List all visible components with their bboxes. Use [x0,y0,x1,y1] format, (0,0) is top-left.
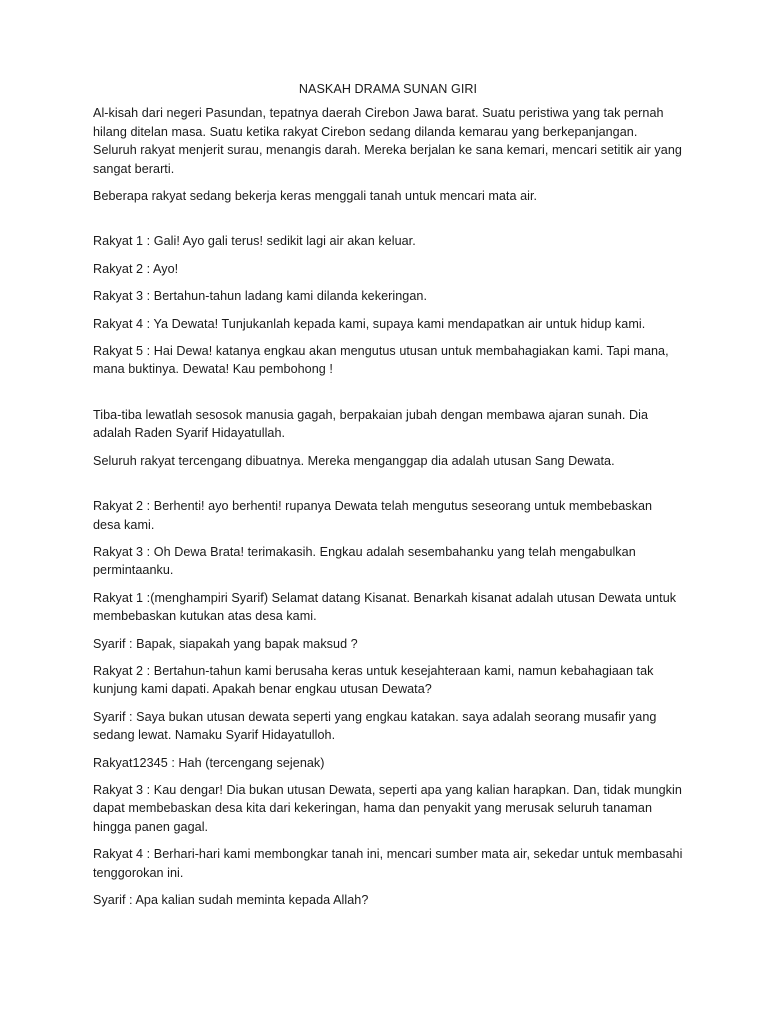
dialogue-line: Rakyat 2 : Bertahun-tahun kami berusaha keras untuk kesejahteraan kami, namun kebahagiaan tak kunjung kami dapati. Apakah benar engkau utusan Dewata? [93,663,654,697]
document-title: NASKAH DRAMA SUNAN GIRI [298,82,478,96]
dialogue-line: Rakyat 2 : Ayo! [93,261,179,276]
narration-paragraph: Seluruh rakyat tercengang dibuatnya. Mereka menganggap dia adalah utusan Sang Dewata. [93,453,615,468]
dialogue-line: Rakyat12345 : Hah (tercengang sejenak) [93,755,325,770]
dialogue-line: Rakyat 3 : Kau dengar! Dia bukan utusan Dewata, seperti apa yang kalian harapkan. Dan, tidak mungkin dapat membebaskan desa kita dari kekeringan, hama dan penyakit yang merusak seluruh tanaman hingga panen gagal. [93,782,682,834]
dialogue-line: Rakyat 1 : Gali! Ayo gali terus! sedikit lagi air akan keluar. [93,234,416,249]
blank-line [93,214,683,232]
document-body [93,80,683,918]
dialogue-line: Rakyat 3 : Oh Dewa Brata! terimakasih. Engkau adalah sesembahanku yang telah mengabulkan permintaanku. [93,544,636,578]
dialogue-line: Rakyat 1 :(menghampiri Syarif) Selamat datang Kisanat. Benarkah kisanat adalah utusan Dewata untuk membebaskan kutukan atas desa kami. [93,590,677,624]
dialogue-line: Rakyat 5 : Hai Dewa! katanya engkau akan mengutus utusan untuk membahagiakan kami. Tapi mana, mana buktinya. Dewata! Kau pembohong ! [93,344,669,377]
narration-paragraph: Beberapa rakyat sedang bekerja keras menggali tanah untuk mencari mata air. [93,189,538,204]
dialogue-line: Syarif : Saya bukan utusan dewata seperti yang engkau katakan. saya adalah seorang musafir yang sedang lewat. Namaku Syarif Hidayatulloh. [93,709,657,743]
blank-line [93,388,683,406]
dialogue-line: Syarif : Apa kalian sudah meminta kepada Allah? [93,893,369,907]
dialogue-line: Rakyat 4 : Berhari-hari kami membongkar tanah ini, mencari sumber mata air, sekedar untuk membasahi tenggorokan ini. [93,847,683,880]
dialogue-line: Rakyat 3 : Bertahun-tahun ladang kami dilanda kekeringan. [93,289,427,304]
narration-paragraph: Al-kisah dari negeri Pasundan, tepatnya daerah Cirebon Jawa barat. Suatu peristiwa yang tak pernah hilang ditelan masa. Suatu ketika rakyat Cirebon sedang dilanda kemarau yang berkepanjangan. Seluruh rakyat menjerit surau, menangis darah. Mereka berjalan ke sana kemari, mencari setitik air yang sangat berarti. [93,106,682,176]
dialogue-line: Rakyat 2 : Berhenti! ayo berhenti! rupanya Dewata telah mengutus seseorang untuk membebaskan desa kami. [93,499,653,532]
blank-line [93,479,683,497]
narration-paragraph: Tiba-tiba lewatlah sesosok manusia gagah, berpakaian jubah dengan membawa ajaran sunah. Dia adalah Raden Syarif Hidayatullah. [93,407,649,441]
dialogue-line: Syarif : Bapak, siapakah yang bapak maksud ? [93,636,358,651]
dialogue-line: Rakyat 4 : Ya Dewata! Tunjukanlah kepada kami, supaya kami mendapatkan air untuk hidup kami. [93,316,646,331]
